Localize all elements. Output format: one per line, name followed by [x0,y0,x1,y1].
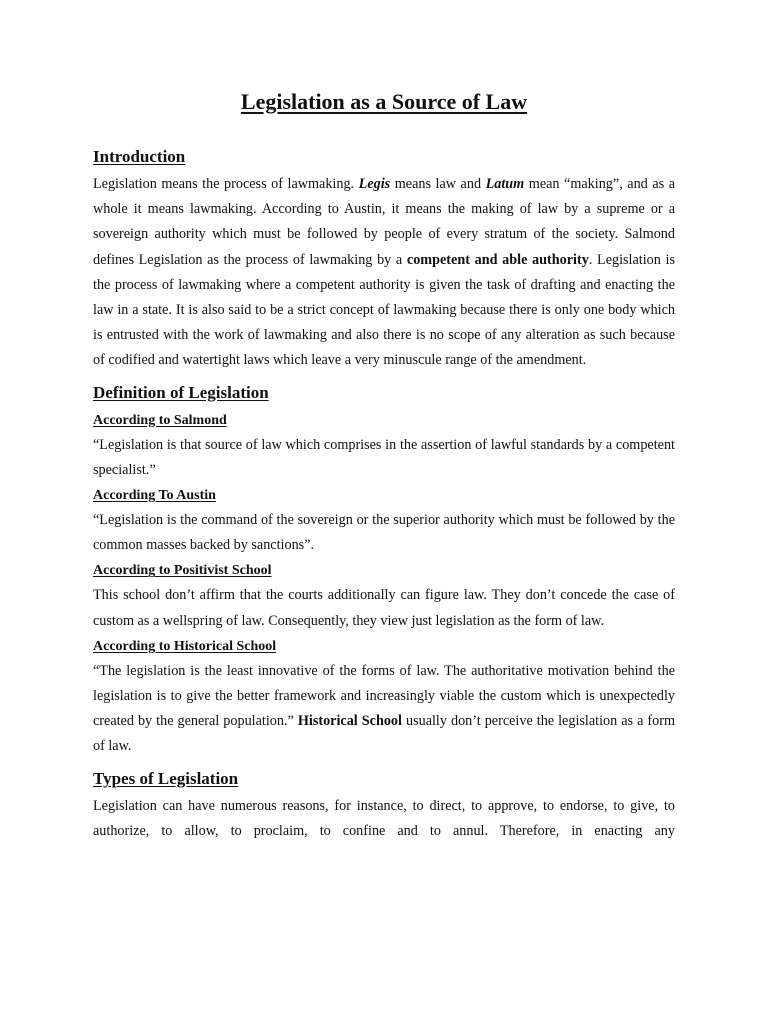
introduction-section [93,144,675,374]
austin-paragraph: “Legislation is the command of the sovereign or the superior authority which must be followed by the common masses backed by sanctions”. [93,512,675,554]
intro-text-2: means law and [390,176,486,192]
historical-bold-phrase: Historical School [297,713,402,730]
introduction-heading: Introduction [93,147,186,166]
types-paragraph: Legislation can have numerous reasons, for instance, to direct, to approve, to endorse, to give, to authorize, to allow, to proclaim, to confine and to annul. Therefore, in enacting any [93,797,675,839]
intro-bold-phrase: competent and able authority [406,251,589,268]
intro-text-4: . Legislation is the process of lawmaking where a competent authority is given the task of drafting and enacting the law in a state. It is also said to be a strict concept of lawmaking because there is only one body which is entrusted with the work of lawmaking and also there is no scope of any alteration as such because of codified and watertight laws which leave a very minuscule range of the amendment. [93,251,675,369]
intro-term-latum: Latum [485,176,525,192]
definition-section [93,380,675,760]
document-page [93,86,675,844]
salmond-subheading: According to Salmond [93,412,227,428]
definition-heading: Definition of Legislation [93,382,269,402]
introduction-paragraph [93,172,675,374]
austin-subheading: According To Austin [93,488,216,504]
historical-text-2: usually don’t perceive the legislation as a form of law. [93,713,675,755]
salmond-paragraph: “Legislation is that source of law which comprises in the assertion of lawful standards by a competent specialist.” [93,436,675,478]
historical-text-1: “The legislation is the least innovative of the forms of law. The authoritative motivation behind the legislation is to give the better framework and increasingly viable the custom which is unexpectedly created by the general population.” [93,662,675,730]
positivist-subheading: According to Positivist School [93,563,272,579]
positivist-paragraph: This school don’t affirm that the courts additionally can figure law. They don’t concede the case of custom as a wellspring of law. Consequently, they view just legislation as the form of law. [93,587,675,629]
intro-term-legis: Legis [358,176,391,192]
historical-paragraph [93,659,675,760]
types-section [93,766,675,844]
intro-text-1: Legislation means the process of lawmaking. [93,176,359,192]
historical-subheading: According to Historical School [93,638,277,654]
intro-text-3: mean “making”, and as a whole it means lawmaking. According to Austin, it means the making of law by a supreme or a sovereign authority which must be followed by people of every stratum of the society. Salmond defines Legislation as the process of lawmaking by a [93,176,675,268]
document-title: Legislation as a Source of Law [240,89,528,114]
types-heading: Types of Legislation [93,768,239,788]
